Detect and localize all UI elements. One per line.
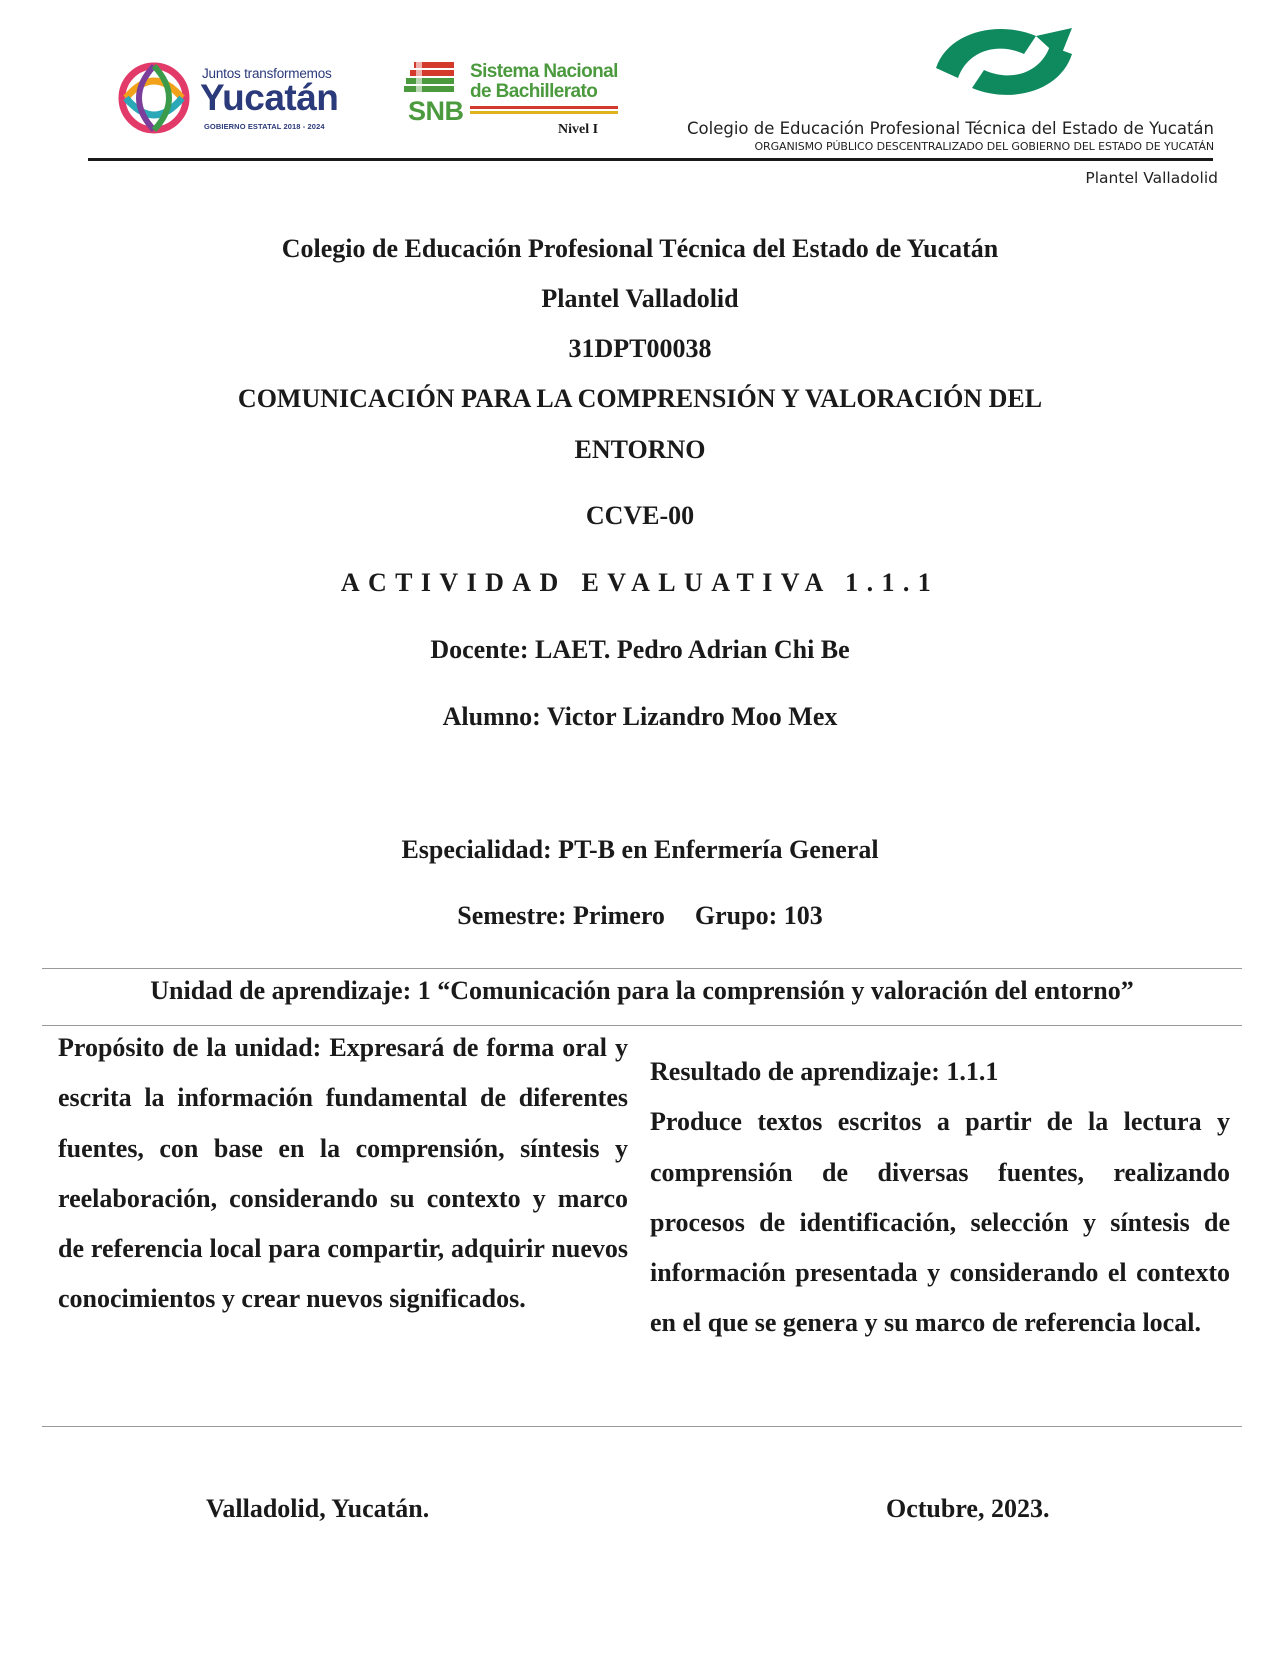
module-title-line-2: ENTORNO bbox=[574, 435, 706, 464]
campus-tag: Plantel Valladolid bbox=[1085, 169, 1218, 187]
specialty: Especialidad: PT-B en Enfermería General bbox=[401, 835, 879, 864]
campus-code: 31DPT00038 bbox=[568, 334, 712, 363]
header-divider bbox=[88, 158, 1213, 161]
campus-title: Plantel Valladolid bbox=[541, 284, 739, 313]
learning-result-text: Produce textos escritos a partir de la lectura y comprensión de diversas fuentes, realizando procesos de identificación, selección y síntesis de información presentada y considerando el contexto en el que se genera y su marco de referencia local. bbox=[650, 1107, 1230, 1338]
footer-date: Octubre, 2023. bbox=[886, 1494, 1050, 1523]
group: Grupo: 103 bbox=[694, 901, 823, 930]
yucatan-emblem-icon bbox=[116, 60, 194, 136]
semester-group bbox=[0, 901, 1280, 931]
learning-result-title: Resultado de aprendizaje: 1.1.1 bbox=[650, 1057, 999, 1086]
snb-level: Nivel I bbox=[558, 122, 599, 137]
snb-red-bar bbox=[470, 106, 618, 109]
student-name: Alumno: Victor Lizandro Moo Mex bbox=[442, 702, 838, 731]
table-bottom-rule bbox=[42, 1426, 1242, 1427]
table-top-rule bbox=[42, 968, 1242, 969]
footer-place: Valladolid, Yucatán. bbox=[206, 1494, 430, 1523]
activity-title: ACTIVIDAD EVALUATIVA 1.1.1 bbox=[340, 568, 940, 597]
page-header bbox=[0, 0, 1280, 200]
institution-name: Colegio de Educación Profesional Técnica del Estado de Yucatán bbox=[687, 119, 1214, 138]
yucatan-name: Yucatán bbox=[200, 77, 339, 118]
snb-line-1: Sistema Nacional bbox=[470, 61, 618, 82]
snb-acronym: SNB bbox=[408, 96, 464, 126]
conalep-logo-icon bbox=[928, 14, 1080, 110]
institution-subtitle: ORGANISMO PÚBLICO DESCENTRALIZADO DEL GOBIERNO DEL ESTADO DE YUCATÁN bbox=[754, 140, 1214, 153]
module-code: CCVE-00 bbox=[585, 501, 695, 530]
college-title: Colegio de Educación Profesional Técnica del Estado de Yucatán bbox=[281, 234, 999, 263]
unit-purpose: Propósito de la unidad: Expresará de forma oral y escrita la información fundamental de diferentes fuentes, con base en la comprensión, síntesis y reelaboración, considerando su contexto y marco de referencia local para compartir, adquirir nuevos conocimientos y crear nuevos significados. bbox=[58, 1033, 628, 1314]
yucatan-tagline: Juntos transformemos bbox=[202, 66, 332, 81]
learning-result bbox=[650, 1047, 1230, 1349]
module-title-line-1: COMUNICACIÓN PARA LA COMPRENSIÓN Y VALORACIÓN DEL bbox=[237, 384, 1043, 413]
snb-logo bbox=[386, 58, 616, 142]
teacher-name: Docente: LAET. Pedro Adrian Chi Be bbox=[430, 635, 850, 664]
snb-line-2: de Bachillerato bbox=[470, 81, 598, 102]
snb-yellow-bar bbox=[470, 111, 618, 114]
yucatan-government-logo bbox=[116, 60, 366, 136]
semester: Semestre: Primero bbox=[457, 901, 665, 930]
learning-unit-title: Unidad de aprendizaje: 1 “Comunicación para la comprensión y valoración del entorno” bbox=[150, 976, 1134, 1005]
yucatan-subtitle: GOBIERNO ESTATAL 2018 - 2024 bbox=[204, 122, 325, 131]
